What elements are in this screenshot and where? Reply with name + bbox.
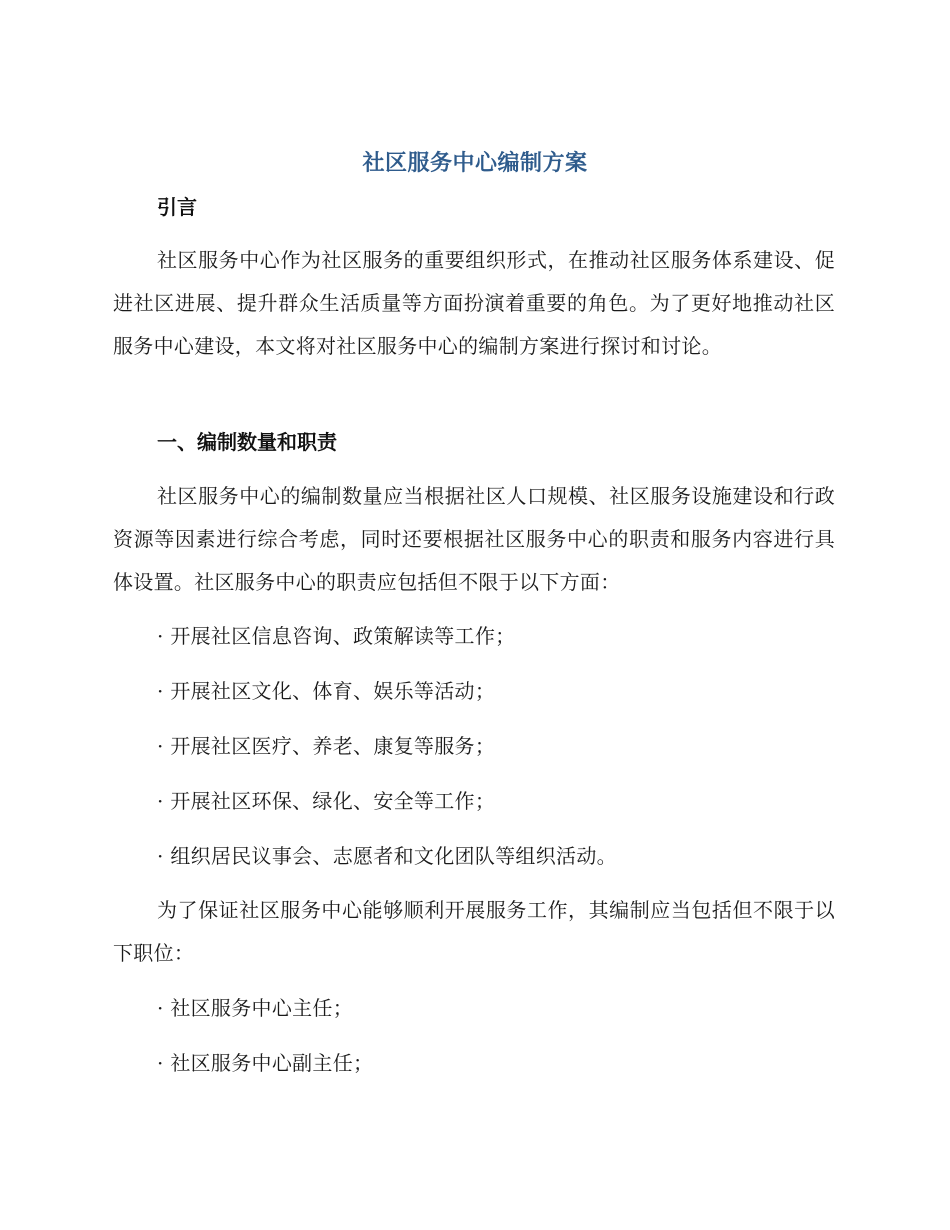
position-list-item: · 社区服务中心副主任； — [157, 1051, 374, 1075]
duty-list-item: · 开展社区医疗、养老、康复等服务； — [157, 734, 496, 758]
section-heading-staffing: 一、编制数量和职责 — [157, 430, 337, 454]
duty-list-item: · 组织居民议事会、志愿者和文化团队等组织活动。 — [157, 844, 617, 868]
duty-list-item: · 开展社区文化、体育、娱乐等活动； — [157, 679, 496, 703]
document-title: 社区服务中心编制方案 — [362, 151, 588, 176]
duty-list-item: · 开展社区环保、绿化、安全等工作； — [157, 789, 496, 813]
position-list-item: · 社区服务中心主任； — [157, 996, 354, 1020]
positions-paragraph: 为了保证社区服务中心能够顺利开展服务工作，其编制应当包括但不限于以下职位： — [113, 898, 835, 965]
staffing-paragraph: 社区服务中心的编制数量应当根据社区人口规模、社区服务设施建设和行政资源等因素进行综合考虑，同时还要根据社区服务中心的职责和服务内容进行具体设置。社区服务中心的职责应包括但不限于以下方面： — [113, 484, 835, 594]
duty-list-item: · 开展社区信息咨询、政策解读等工作； — [157, 624, 516, 648]
intro-paragraph: 社区服务中心作为社区服务的重要组织形式，在推动社区服务体系建设、促进社区进展、提升群众生活质量等方面扮演着重要的角色。为了更好地推动社区服务中心建设，本文将对社区服务中心的编制方案进行探讨和讨论。 — [113, 248, 835, 358]
section-heading-introduction: 引言 — [157, 195, 197, 219]
